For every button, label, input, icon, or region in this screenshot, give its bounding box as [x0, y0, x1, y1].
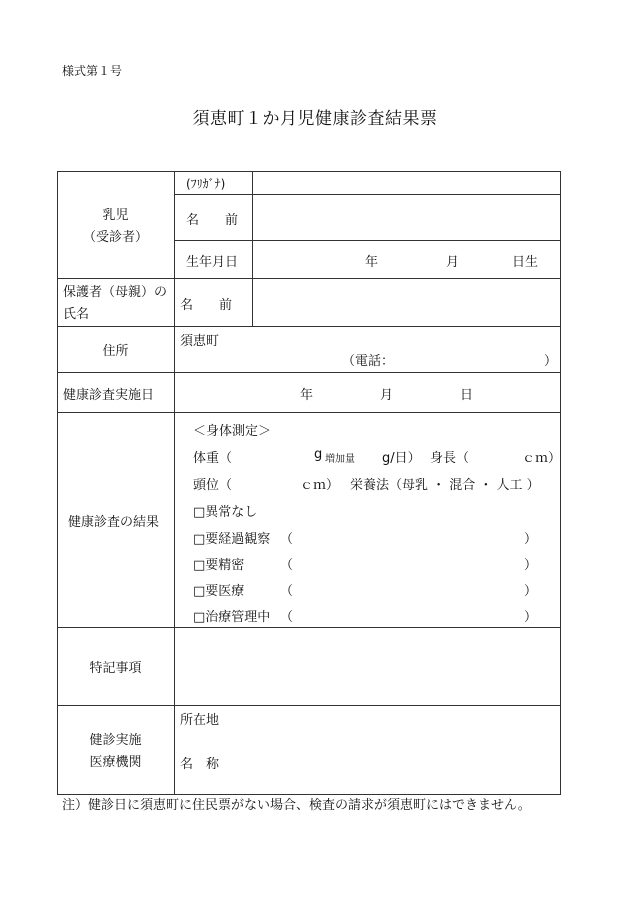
guardian-name-field[interactable] [253, 279, 560, 326]
infant-label [57, 205, 174, 249]
option-medical[interactable]: □要医療 [193, 584, 245, 599]
footnote: 注）健診日に須恵町に住民票がない場合、検査の請求が須恵町にはできません。 [62, 798, 531, 813]
exam-day-unit: 日 [460, 388, 474, 403]
option-followup-open: （ [280, 532, 294, 547]
institution-field[interactable] [175, 706, 560, 794]
infant-label-line2: （受診者） [82, 230, 148, 245]
infant-name-label: 名 前 [186, 213, 239, 228]
results-label: 健康診査の結果 [68, 515, 160, 530]
page-title: 須恵町１か月児健康診査結果票 [192, 109, 438, 129]
birthdate-label: 生年月日 [186, 255, 239, 270]
guardian-name-label: 名 前 [180, 298, 233, 313]
weight-label: 体重（ [193, 451, 233, 466]
birth-year-unit: 年 [365, 255, 379, 270]
guardian-label [63, 282, 167, 326]
infant-label-line1: 乳児 [102, 208, 129, 223]
institution-name-label: 名 称 [180, 757, 220, 772]
address-label: 住所 [102, 344, 129, 359]
head-label: 頭位（ [193, 478, 233, 493]
institution-location-label: 所在地 [180, 713, 220, 728]
weight-unit-gday: g/日） [382, 451, 421, 466]
institution-label [57, 730, 174, 774]
exam-date-label: 健康診査実施日 [63, 388, 155, 403]
weight-unit-g: g [314, 447, 323, 462]
address-field[interactable] [175, 327, 560, 372]
furigana-label: (ﾌﾘｶﾞﾅ) [186, 177, 226, 191]
measure-heading: ＜身体測定＞ [193, 424, 272, 439]
exam-year-unit: 年 [300, 388, 314, 403]
remarks-field[interactable] [175, 628, 560, 705]
option-followup-close: ） [524, 532, 538, 547]
height-unit: ｃｍ） [522, 451, 562, 466]
option-treatment[interactable]: □治療管理中 [193, 610, 271, 625]
institution-label-line1: 健診実施 [89, 733, 142, 748]
option-detailed-close: ） [524, 558, 538, 573]
option-detailed[interactable]: □要精密 [193, 558, 245, 573]
address-town: 須恵町 [180, 334, 220, 349]
head-unit: ｃｍ） [300, 478, 340, 493]
option-treatment-close: ） [524, 610, 538, 625]
phone-close: ） [544, 354, 558, 369]
guardian-label-line2: 氏名 [63, 307, 90, 322]
birth-month-unit: 月 [446, 255, 460, 270]
option-detailed-open: （ [280, 558, 294, 573]
height-label: 身長（ [430, 451, 470, 466]
feeding-label: 栄養法（母乳 ・ 混合 ・ 人工 ） [350, 478, 540, 493]
option-treatment-open: （ [280, 610, 294, 625]
remarks-label: 特記事項 [89, 661, 142, 676]
option-followup[interactable]: □要経過観察 [193, 532, 271, 547]
option-medical-open: （ [280, 584, 294, 599]
institution-label-line2: 医療機関 [89, 755, 142, 770]
weight-gain-label: 増加量 [325, 454, 355, 465]
birth-day-unit: 日生 [512, 255, 539, 270]
infant-name-field[interactable] [253, 195, 560, 240]
exam-month-unit: 月 [380, 388, 394, 403]
option-medical-close: ） [524, 584, 538, 599]
furigana-field[interactable] [253, 172, 560, 194]
phone-open: （電話： [342, 354, 395, 369]
form-number: 様式第１号 [62, 64, 123, 78]
option-normal[interactable]: □異常なし [193, 505, 258, 520]
guardian-label-line1: 保護者（母親）の [63, 285, 168, 300]
